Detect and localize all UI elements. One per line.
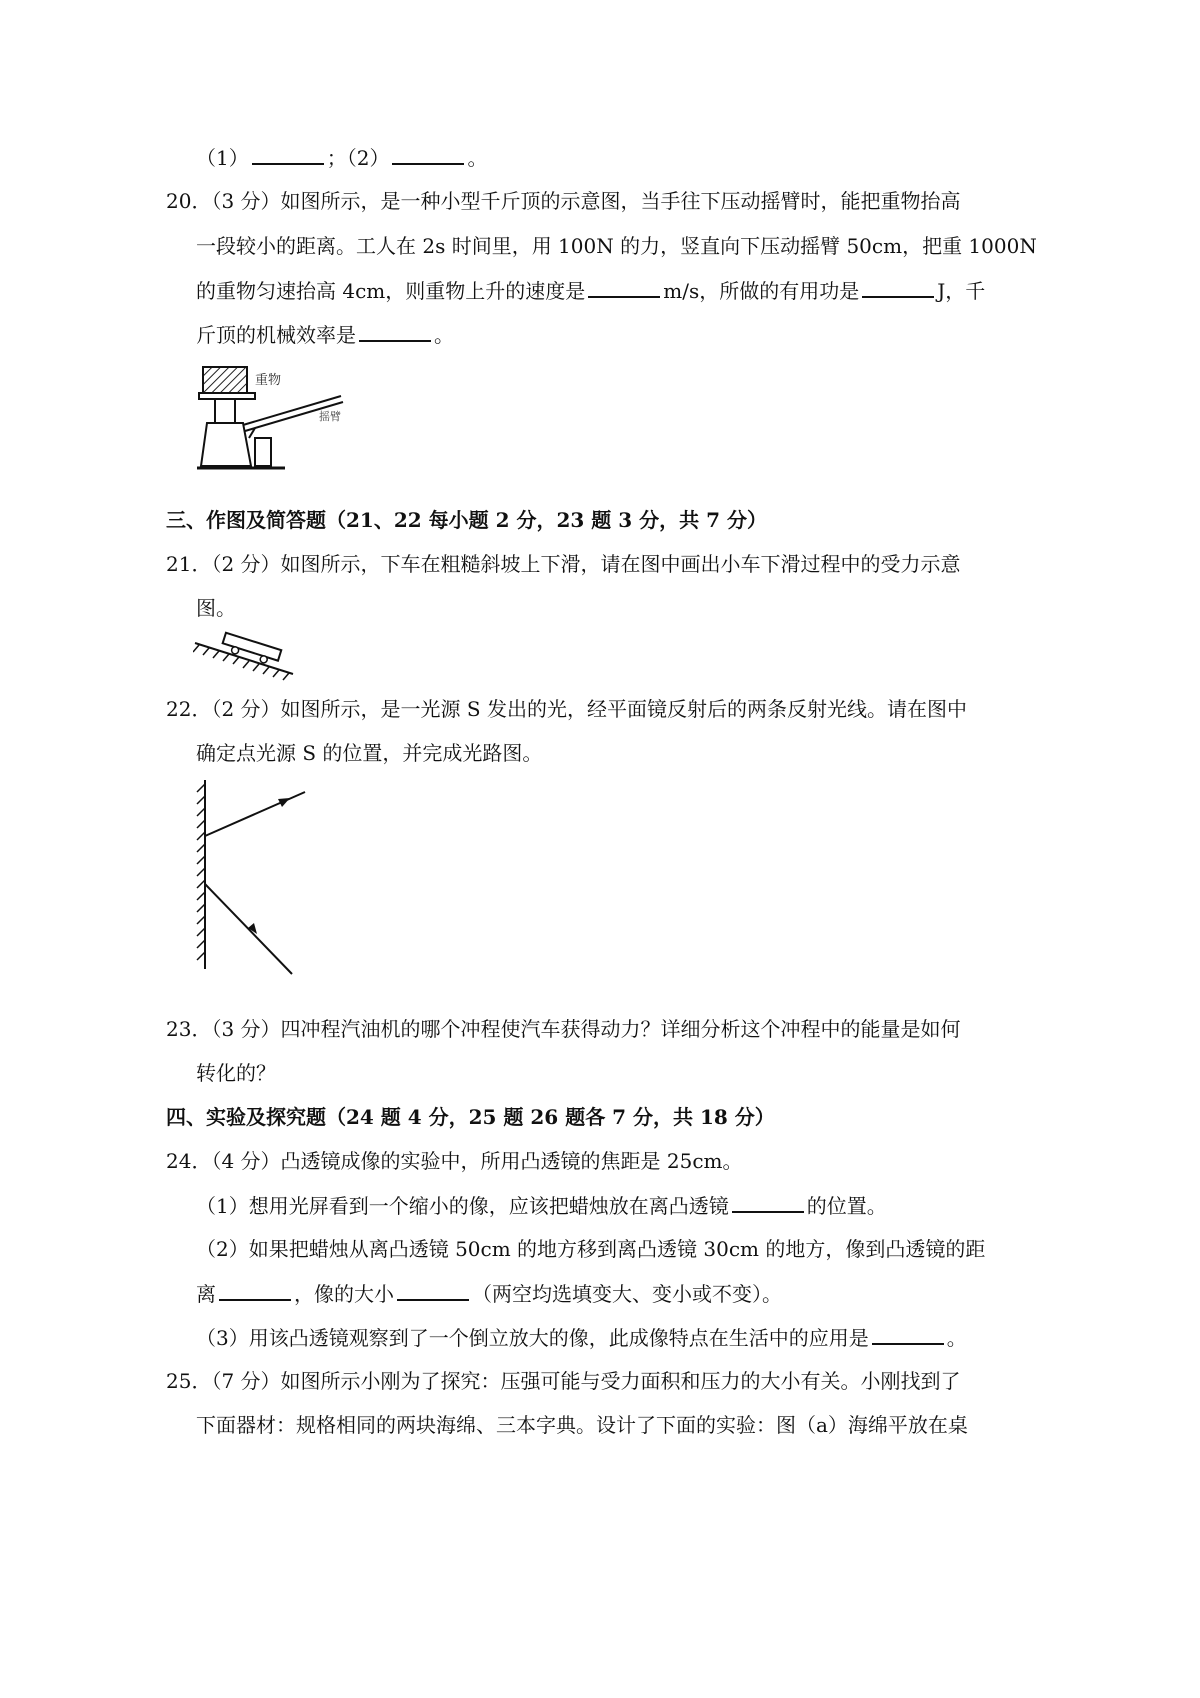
ray-1-arrow (278, 798, 290, 807)
q22-line1: 22．（2 分）如图所示，是一光源 S 发出的光，经平面镜反射后的两条反射光线。请在图中 (166, 697, 967, 721)
mirror-rays-figure (193, 772, 309, 977)
q24-sub3: （3）用该凸透镜观察到了一个倒立放大的像，此成像特点在生活中的应用是 。 (196, 1323, 967, 1352)
q19-part1-label: （1） (196, 146, 249, 170)
q19-part2-label: ；（2） (326, 146, 390, 170)
q20-blank-work (862, 276, 934, 298)
q20-line2: 一段较小的距离。工人在 2s 时间里，用 100N 的力，竖直向下压动摇臂 50cm，把重 1000N (196, 234, 1037, 258)
q24-sub2-line1: （2）如果把蜡烛从离凸透镜 50cm 的地方移到离凸透镜 30cm 的地方，像到凸透镜的距 (196, 1237, 986, 1261)
jack-figure (193, 360, 373, 478)
section4-title: 四、实验及探究题（24 题 4 分，25 题 26 题各 7 分，共 18 分） (166, 1105, 775, 1129)
q20-line4: 斤顶的机械效率是 。 (196, 320, 454, 349)
incline-cart-figure (193, 628, 298, 684)
q24-blank-4 (872, 1323, 944, 1345)
q23-line1: 23．（3 分）四冲程汽油机的哪个冲程使汽车获得动力？详细分析这个冲程中的能量是如何 (166, 1017, 961, 1041)
q25-line1: 25．（7 分）如图所示小刚为了探究：压强可能与受力面积和压力的大小有关。小刚找到了 (166, 1369, 961, 1393)
q19-blank-1 (252, 143, 324, 165)
arm-label: 摇臂 (319, 410, 341, 423)
q24-sub2-line2: 离 ，像的大小 （两空均选填变大、变小或不变）。 (196, 1279, 782, 1308)
q19-answer-line: （1） ；（2） 。 (196, 143, 487, 172)
q20-blank-speed (588, 276, 660, 298)
q19-blank-2 (392, 143, 464, 165)
q23-line2: 转化的？ (196, 1061, 276, 1085)
reflected-ray-1 (205, 792, 305, 836)
section3-title: 三、作图及简答题（21、22 每小题 2 分，23 题 3 分，共 7 分） (166, 508, 767, 532)
q21-line1: 21．（2 分）如图所示，下车在粗糙斜坡上下滑，请在图中画出小车下滑过程中的受力示意 (166, 552, 961, 576)
q24-blank-2 (219, 1279, 291, 1301)
q24-line1: 24．（4 分）凸透镜成像的实验中，所用凸透镜的焦距是 25cm。 (166, 1149, 743, 1173)
reflected-ray-2 (205, 884, 292, 974)
q24-blank-3 (397, 1279, 469, 1301)
q24-blank-1 (732, 1191, 804, 1213)
q20-blank-efficiency (359, 320, 431, 342)
q24-sub1: （1）想用光屏看到一个缩小的像，应该把蜡烛放在离凸透镜 的位置。 (196, 1191, 887, 1220)
q22-line2: 确定点光源 S 的位置，并完成光路图。 (196, 741, 543, 765)
weight-label: 重物 (255, 373, 282, 388)
q25-line2: 下面器材：规格相同的两块海绵、三本字典。设计了下面的实验：图（a）海绵平放在桌 (196, 1413, 968, 1437)
q20-line1: 20．（3 分）如图所示，是一种小型千斤顶的示意图，当手往下压动摇臂时，能把重物抬高 (166, 189, 961, 213)
cart (221, 633, 282, 667)
q21-line2: 图。 (196, 596, 236, 620)
q20-line3: 的重物匀速抬高 4cm，则重物上升的速度是 m/s，所做的有用功是 J，千 (196, 276, 985, 305)
weight-block (203, 367, 247, 393)
